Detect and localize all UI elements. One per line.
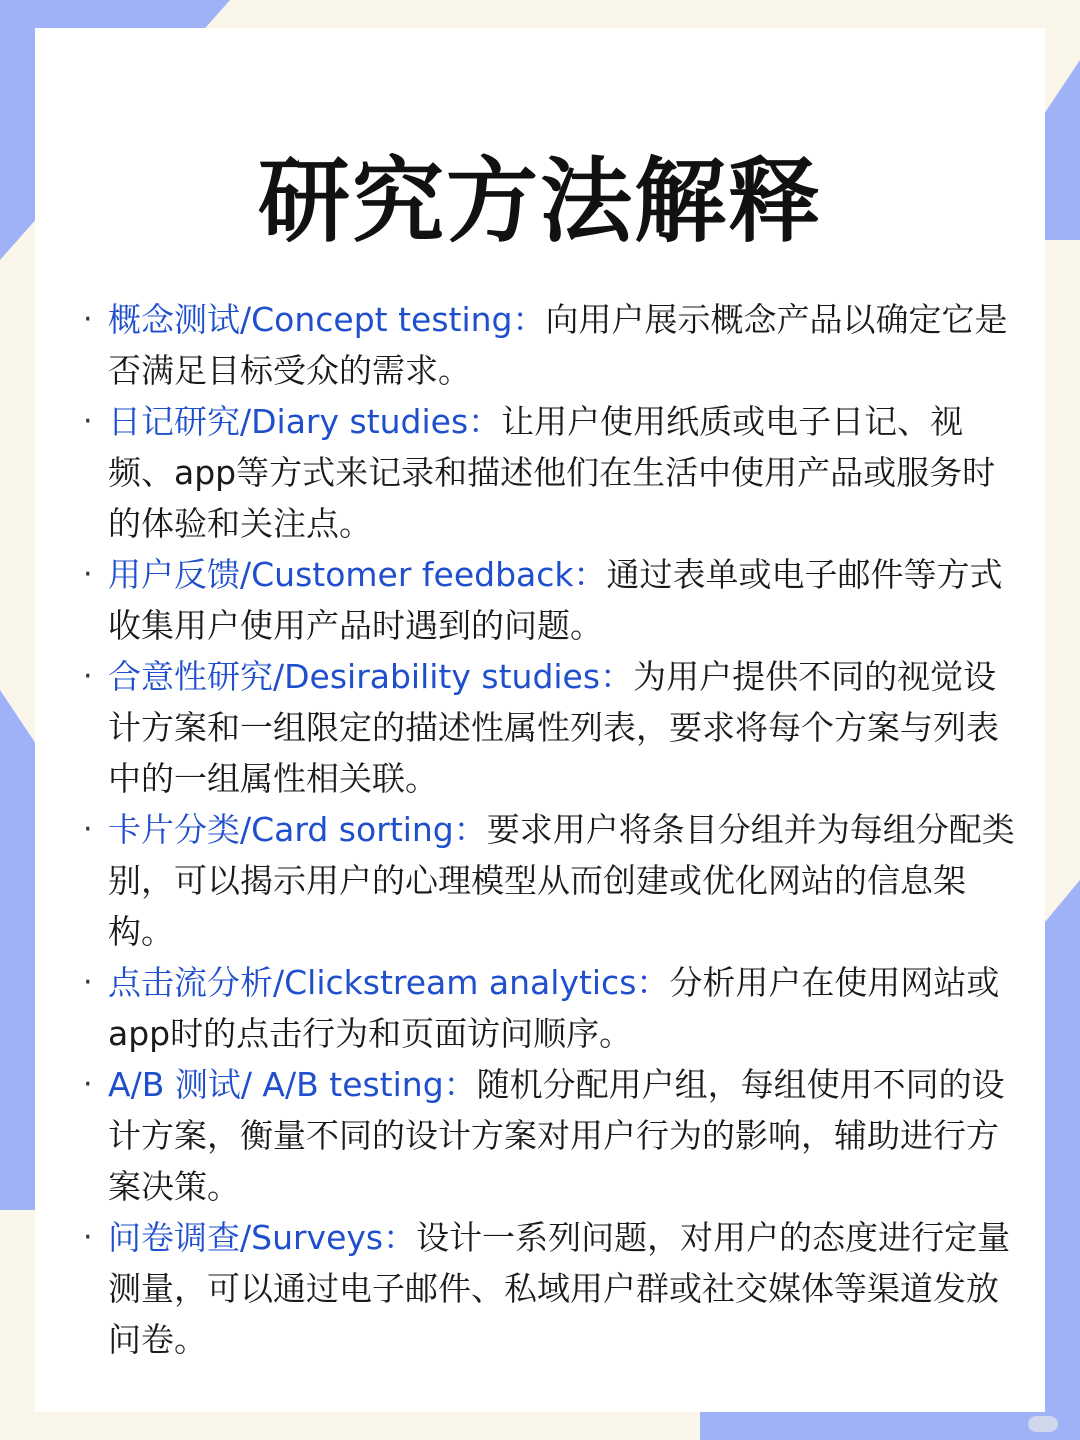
method-description: 设计一系列问题，对用户的态度进行定量测量，可以通过电子邮件、私域用户群或社交媒体等渠道发放问卷。 (108, 1218, 1011, 1359)
bullet: · (83, 965, 93, 1000)
term-colon: ： (573, 555, 607, 594)
term-colon: ： (512, 300, 546, 339)
method-term: 卡片分类/Card sorting (108, 810, 454, 849)
decorative-side-shape (0, 690, 40, 1210)
method-description: 通过表单或电子邮件等方式收集用户使用产品时遇到的问题。 (108, 555, 1003, 645)
list-item (83, 396, 1018, 549)
term-colon: ： (600, 657, 634, 696)
list-item (83, 294, 1018, 396)
method-term: 合意性研究/Desirability studies (108, 657, 601, 696)
method-term: 点击流分析/Clickstream analytics (108, 963, 637, 1002)
bullet: · (83, 812, 93, 847)
list-item (83, 1059, 1018, 1212)
term-colon: ： (453, 810, 487, 849)
method-term: 问卷调查/Surveys (108, 1218, 384, 1257)
bullet: · (83, 659, 93, 694)
method-description: 向用户展示概念产品以确定它是否满足目标受众的需求。 (108, 300, 1008, 390)
method-description: 为用户提供不同的视觉设计方案和一组限定的描述性属性列表，要求将每个方案与列表中的一组属性相关联。 (108, 657, 999, 798)
list-item (83, 804, 1018, 957)
bullet: · (83, 302, 93, 337)
list-item (83, 1212, 1018, 1365)
list-item (83, 651, 1018, 804)
content-card (35, 28, 1045, 1412)
method-term: 用户反馈/Customer feedback (108, 555, 574, 594)
watermark-icon (1028, 1416, 1058, 1432)
bullet: · (83, 557, 93, 592)
method-description: 分析用户在使用网站或app时的点击行为和页面访问顺序。 (108, 963, 1000, 1053)
term-colon: ： (443, 1065, 477, 1104)
method-term: A/B 测试/ A/B testing (108, 1065, 444, 1104)
bullet: · (83, 1067, 93, 1102)
method-list (83, 294, 1018, 1365)
method-term: 概念测试/Concept testing (108, 300, 513, 339)
term-colon: ： (468, 402, 502, 441)
list-item (83, 957, 1018, 1059)
method-description: 让用户使用纸质或电子日记、视频、app等方式来记录和描述他们在生活中使用产品或服务时的体验和关注点。 (108, 402, 996, 543)
bullet: · (83, 1220, 93, 1255)
term-colon: ： (636, 963, 670, 1002)
method-description: 要求用户将条目分组并为每组分配类别，可以揭示用户的心理模型从而创建或优化网站的信息架构。 (108, 810, 1015, 951)
term-colon: ： (383, 1218, 417, 1257)
method-term: 日记研究/Diary studies (108, 402, 469, 441)
method-description: 随机分配用户组，每组使用不同的设计方案，衡量不同的设计方案对用户行为的影响，辅助进行方案决策。 (108, 1065, 1005, 1206)
page-title: 研究方法解释 (257, 147, 822, 255)
list-item (83, 549, 1018, 651)
bullet: · (83, 404, 93, 439)
